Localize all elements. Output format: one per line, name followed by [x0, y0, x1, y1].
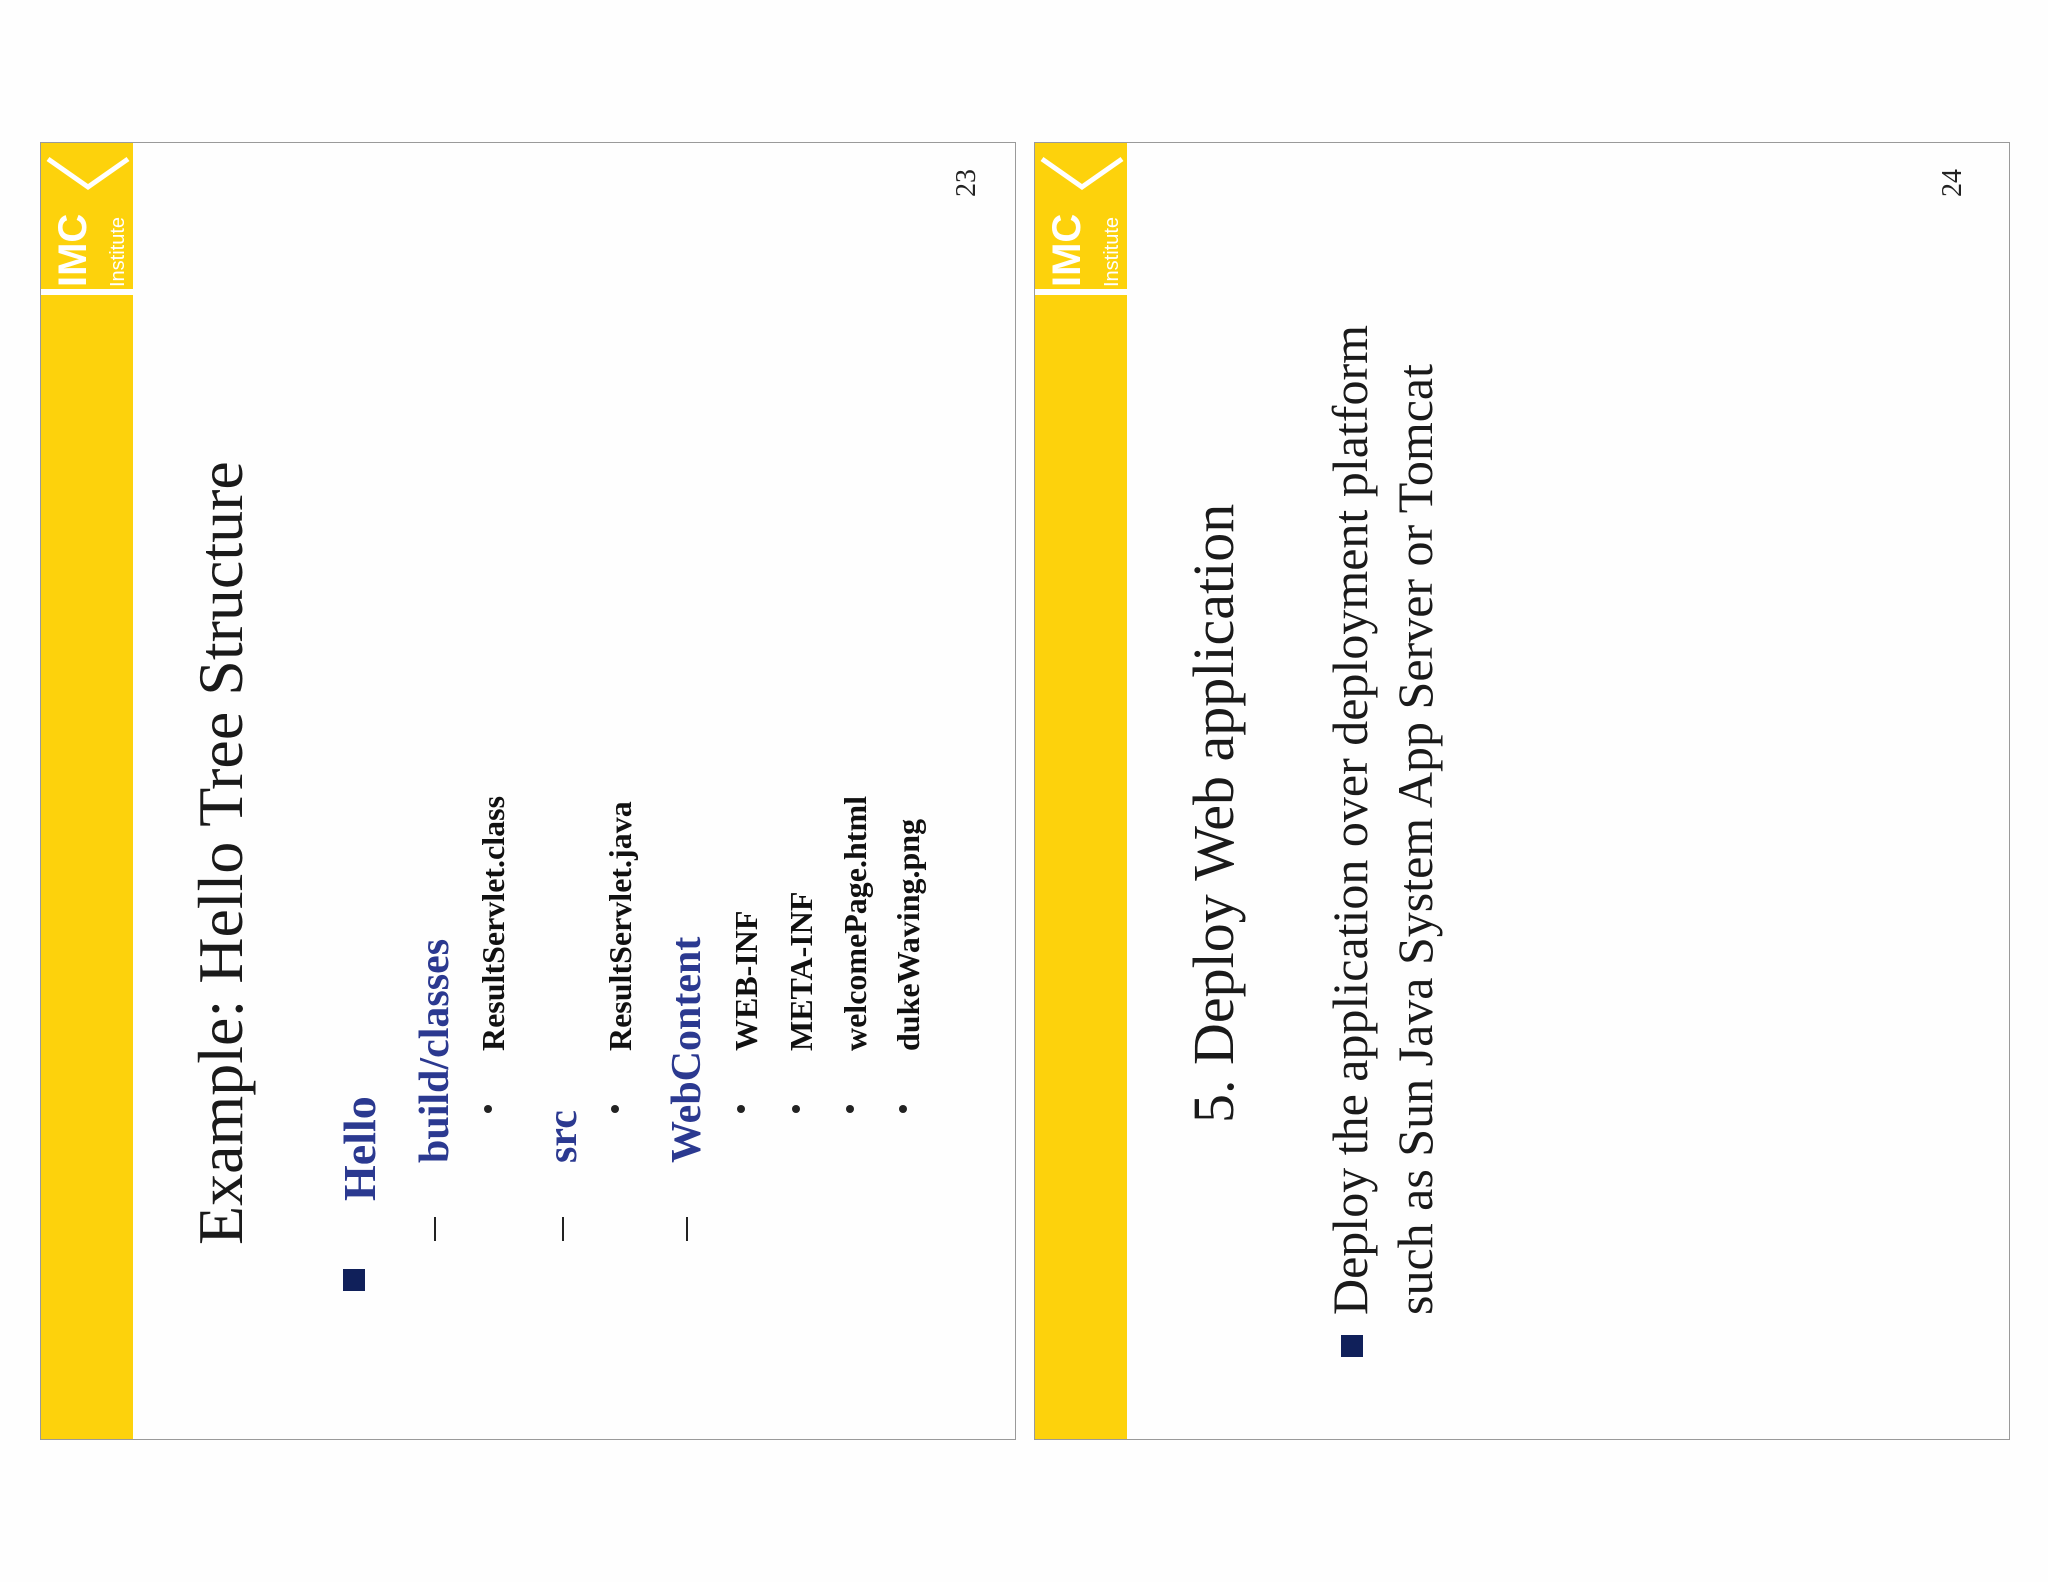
slide-23: [40, 142, 1016, 1440]
page-number: 23: [951, 169, 982, 197]
dash-bullet: [562, 1217, 564, 1241]
svg-text:Institute: Institute: [1101, 216, 1123, 287]
dot-bullet: [792, 1105, 800, 1113]
bullet-text-line-2: such as Sun Java System App Server or Tomcat: [1387, 363, 1443, 1315]
dot-bullet: [737, 1105, 745, 1113]
dash-bullet: [434, 1217, 436, 1241]
dot-bullet: [846, 1105, 854, 1113]
imc-institute-logo: [44, 153, 132, 293]
tree-folder-webcontent: WebContent: [664, 936, 710, 1163]
bullet-text-line-1: Deploy the application over deployment platform: [1322, 325, 1378, 1315]
svg-text:IMC: IMC: [51, 213, 95, 287]
slide-title: Example: Hello Tree Structure: [185, 461, 256, 1245]
tree-folder-meta-inf: META-INF: [783, 891, 819, 1051]
dot-bullet: [611, 1105, 619, 1113]
tree-file-resultservlet-java: ResultServlet.java: [602, 801, 638, 1051]
yellow-side-band: [41, 143, 133, 1439]
bullet-square: [343, 1269, 365, 1291]
tree-folder-web-inf: WEB-INF: [728, 910, 764, 1051]
dash-bullet: [686, 1217, 688, 1241]
dot-bullet: [899, 1105, 907, 1113]
bullet-square: [1341, 1335, 1363, 1357]
imc-institute-logo: [1038, 153, 1126, 293]
tree-file-resultservlet-class: ResultServlet.class: [475, 795, 511, 1051]
slide-24: [1034, 142, 2010, 1440]
logo-separator: [1035, 289, 1127, 295]
tree-file-welcomepage-html: welcomePage.html: [837, 795, 873, 1051]
slide-title: 5. Deploy Web application: [1181, 503, 1246, 1123]
svg-text:Institute: Institute: [107, 216, 129, 287]
tree-file-dukewaving-png: dukeWaving.png: [890, 818, 926, 1051]
tree-folder-build-classes: build/classes: [412, 938, 458, 1163]
dot-bullet: [484, 1105, 492, 1113]
tree-folder-src: src: [540, 1110, 586, 1163]
tree-root-hello: Hello: [334, 1096, 385, 1201]
logo-separator: [41, 289, 133, 295]
yellow-side-band: [1035, 143, 1127, 1439]
svg-text:IMC: IMC: [1045, 213, 1089, 287]
page-number: 24: [1937, 169, 1968, 197]
